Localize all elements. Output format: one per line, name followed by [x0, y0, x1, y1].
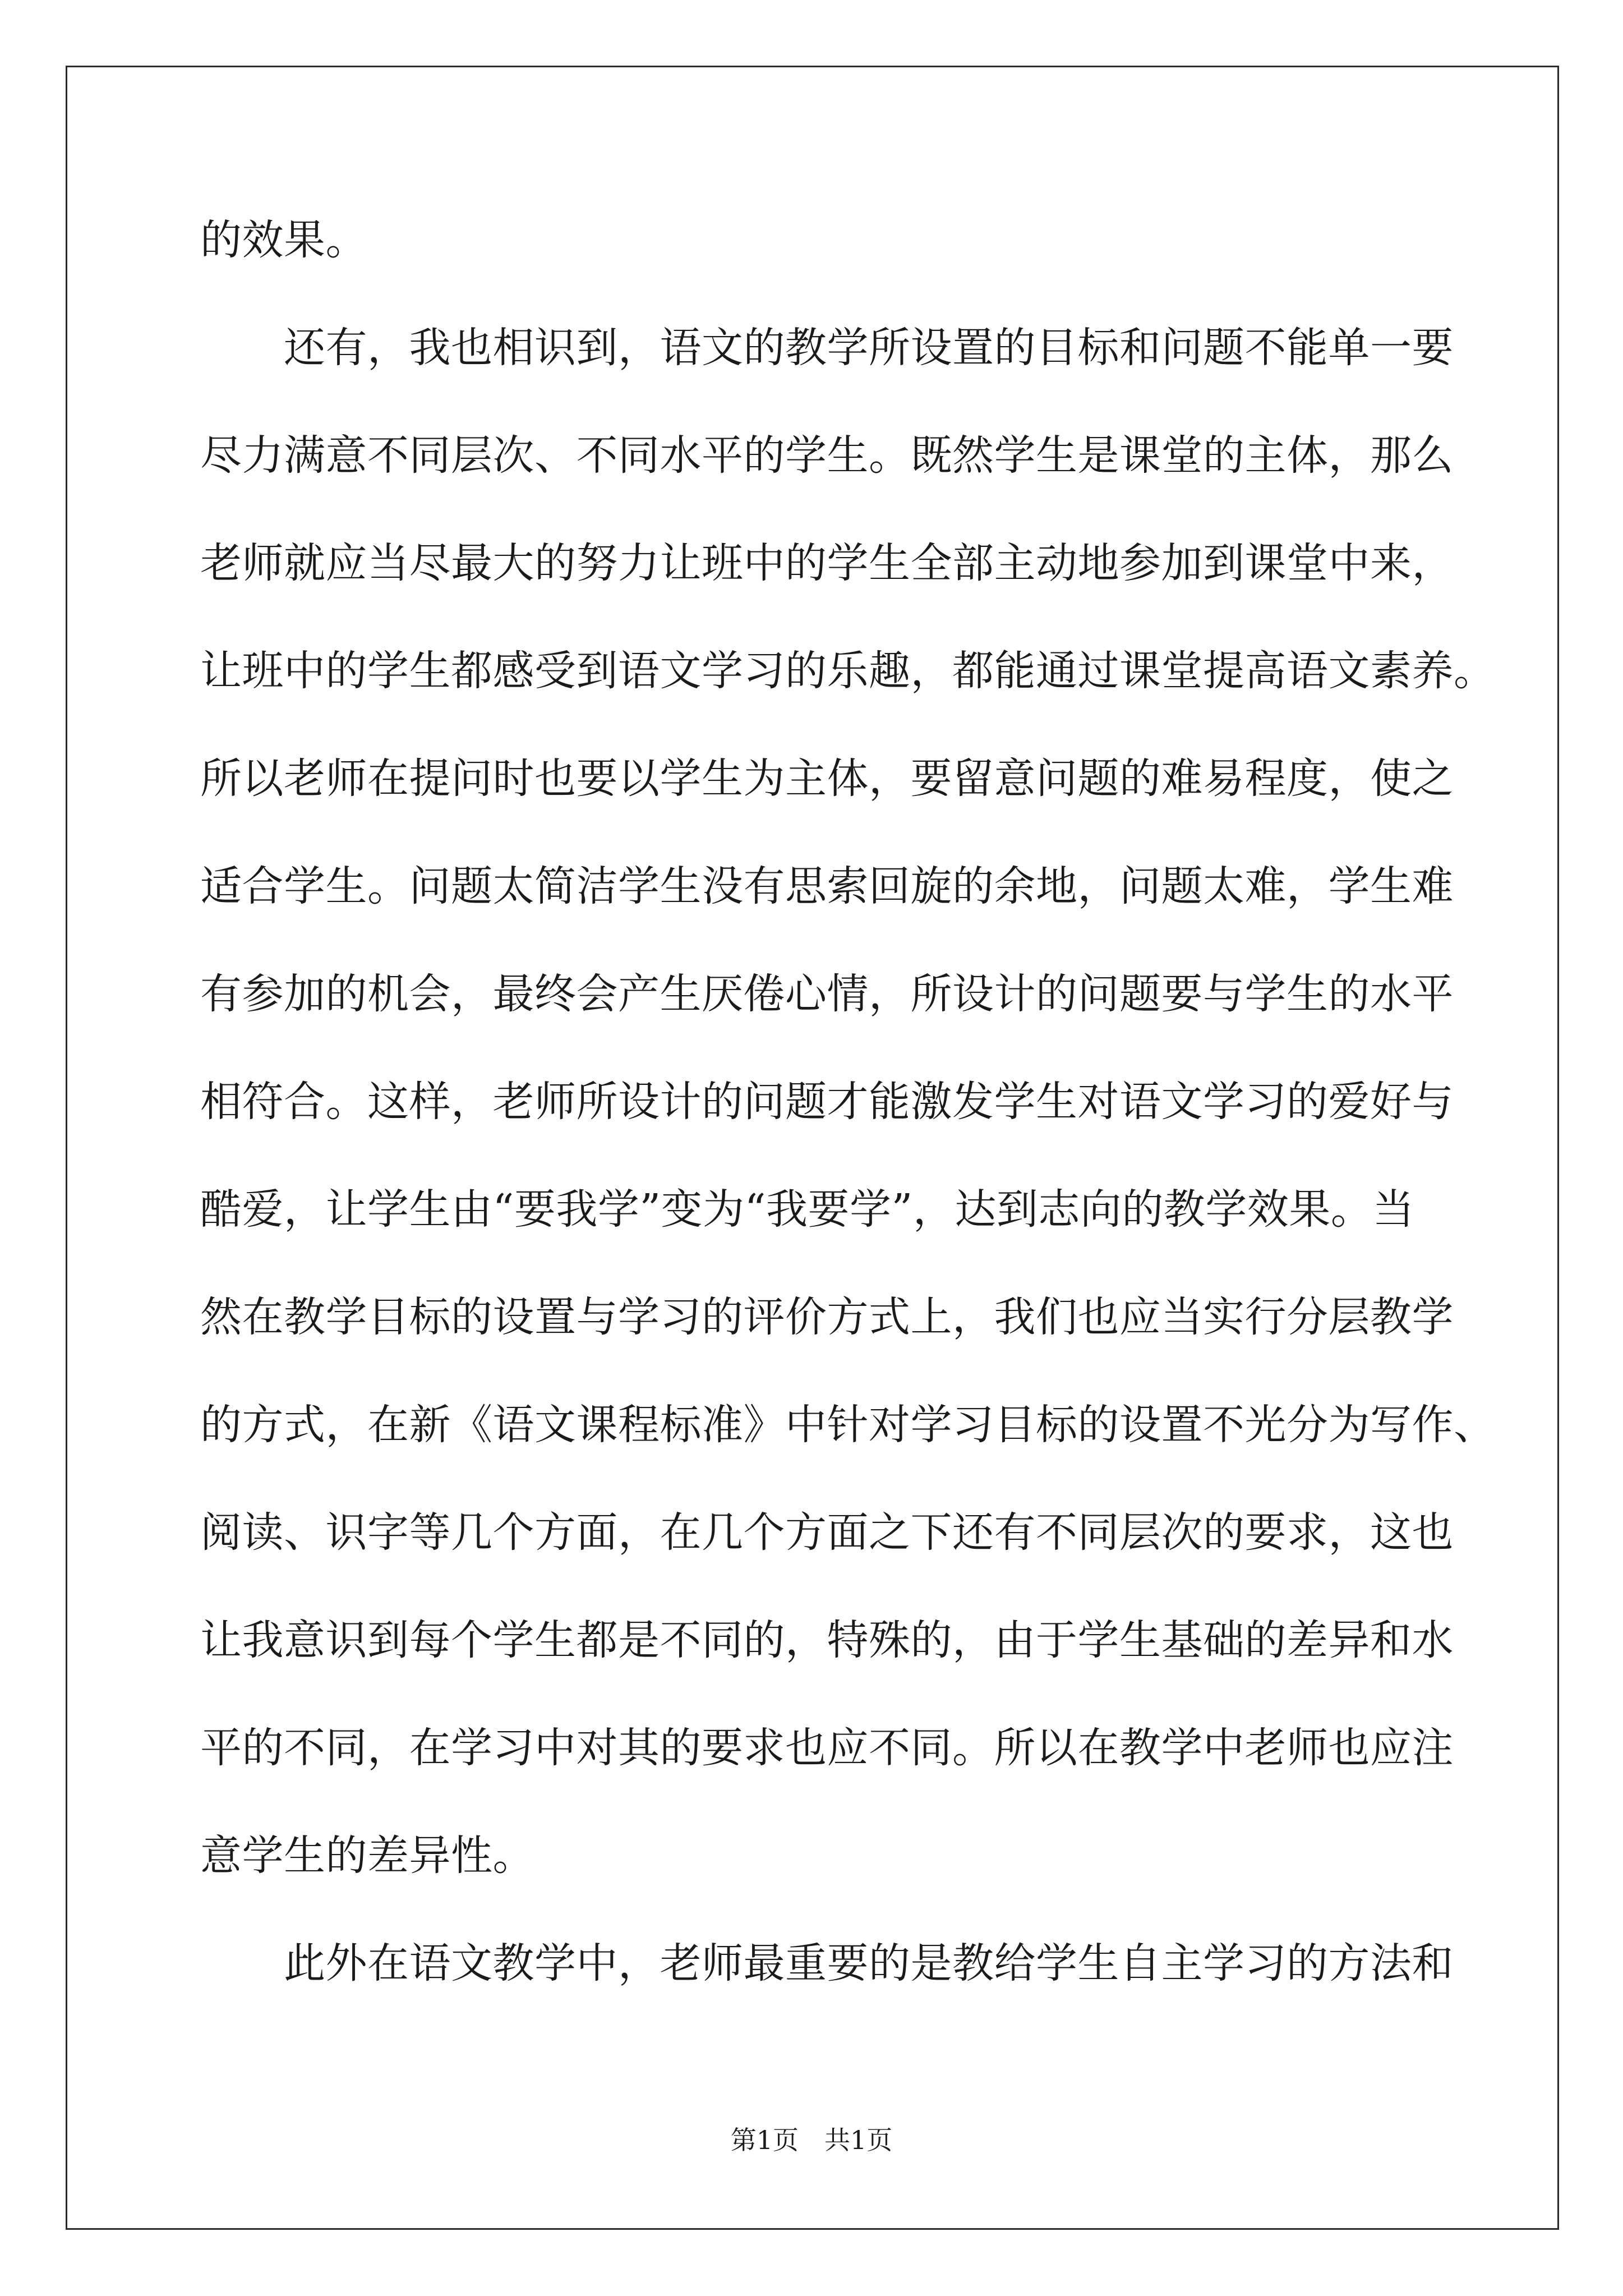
- text-line: 的方式，在新《语文课程标准》中针对学习目标的设置不光分为写作、: [200, 1401, 1496, 1449]
- text-line: 相符合。这样，老师所设计的问题才能激发学生对语文学习的爱好与: [200, 1078, 1454, 1126]
- text-line: 阅读、识字等几个方面，在几个方面之下还有不同层次的要求，这也: [200, 1508, 1454, 1557]
- text-line: 此外在语文教学中，老师最重要的是教给学生自主学习的方法和: [200, 1939, 1454, 1987]
- page-total: 共1页: [824, 2125, 893, 2155]
- text-line: 让班中的学生都感受到语文学习的乐趣，都能通过课堂提高语文素养。: [200, 647, 1496, 695]
- text-line: 酷爱，让学生由“要我学”变为“我要学”，达到志向的教学效果。当: [200, 1185, 1414, 1234]
- text-line: 尽力满意不同层次、不同水平的学生。既然学生是课堂的主体，那么: [200, 431, 1454, 480]
- text-line: 平的不同，在学习中对其的要求也应不同。所以在教学中老师也应注: [200, 1724, 1454, 1772]
- text-line: 有参加的机会，最终会产生厌倦心情，所设计的问题要与学生的水平: [200, 970, 1454, 1018]
- text-line: 还有，我也相识到，语文的教学所设置的目标和问题不能单一要: [200, 324, 1454, 372]
- text-line: 然在教学目标的设置与学习的评价方式上，我们也应当实行分层教学: [200, 1293, 1454, 1341]
- text-line: 意学生的差异性。: [200, 1832, 534, 1880]
- page-footer: [0, 2123, 1623, 2157]
- page-border: [66, 66, 1559, 2230]
- text-line: 老师就应当尽最大的努力让班中的学生全部主动地参加到课堂中来，: [200, 539, 1454, 587]
- text-line: 所以老师在提问时也要以学生为主体，要留意问题的难易程度，使之: [200, 754, 1454, 803]
- text-line: 让我意识到每个学生都是不同的，特殊的，由于学生基础的差异和水: [200, 1616, 1454, 1664]
- page-number: 第1页: [730, 2125, 799, 2155]
- text-line: 的效果。: [200, 216, 367, 264]
- text-line: 适合学生。问题太简洁学生没有思索回旋的余地，问题太难，学生难: [200, 862, 1454, 910]
